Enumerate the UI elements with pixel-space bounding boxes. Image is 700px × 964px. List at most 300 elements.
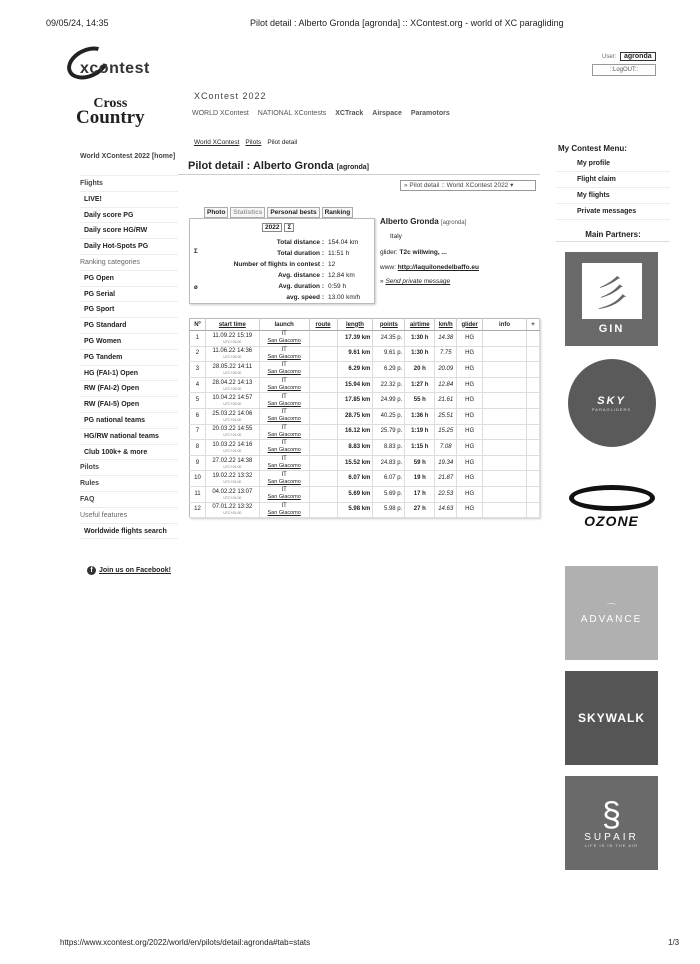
advance-logo-icon: ⌒ bbox=[606, 603, 616, 613]
cell-airtime: 59 h bbox=[405, 455, 435, 471]
cell-plus[interactable] bbox=[526, 377, 539, 393]
sidebar-daily-pg[interactable]: Daily score PG bbox=[80, 208, 178, 224]
cell-launch bbox=[259, 424, 309, 440]
partner-supair-name: SUPAIR bbox=[584, 832, 639, 843]
cell-number: 12 bbox=[190, 502, 206, 518]
pilot-name bbox=[380, 217, 466, 226]
cell-glider: HG bbox=[457, 408, 483, 424]
cell-date: 04.02.22 bbox=[212, 488, 236, 495]
cell-date: 25.03.22 bbox=[212, 410, 236, 417]
cell-launch bbox=[259, 346, 309, 362]
cell-date: 07.01.22 bbox=[212, 504, 236, 511]
cell-length: 5.69 km bbox=[337, 486, 373, 502]
cell-glider: HG bbox=[457, 362, 483, 378]
partner-gin[interactable] bbox=[565, 252, 658, 346]
send-message-link[interactable]: Send private message bbox=[385, 278, 451, 285]
cell-points: 5.69 p. bbox=[373, 486, 405, 502]
cell-route bbox=[309, 362, 337, 378]
stat-total-duration bbox=[190, 250, 376, 259]
cell-launch bbox=[259, 486, 309, 502]
cell-plus[interactable] bbox=[526, 486, 539, 502]
cell-launch bbox=[259, 362, 309, 378]
cell-route bbox=[309, 331, 337, 347]
cell-airtime: 1:19 h bbox=[405, 424, 435, 440]
cell-time: 14:57 bbox=[237, 395, 253, 402]
stat-value: 0:59 h bbox=[328, 283, 347, 290]
user-name[interactable]: agronda bbox=[620, 52, 656, 61]
cell-info bbox=[483, 440, 527, 456]
top-nav bbox=[192, 110, 450, 117]
table-row[interactable] bbox=[190, 424, 540, 440]
cell-airtime: 1:30 h bbox=[405, 346, 435, 362]
cell-number: 5 bbox=[190, 393, 206, 409]
cell-launch bbox=[259, 408, 309, 424]
col-plus[interactable]: + bbox=[526, 319, 539, 331]
sigma-mark: Σ bbox=[194, 249, 198, 255]
col-points[interactable]: points bbox=[373, 319, 405, 331]
cell-plus[interactable] bbox=[526, 440, 539, 456]
cc-logo-line1: Cross bbox=[93, 96, 128, 111]
cell-launch bbox=[259, 377, 309, 393]
pilot-country: Italy bbox=[390, 233, 402, 240]
cell-glider: HG bbox=[457, 393, 483, 409]
cell-site-link[interactable]: San Giacomo bbox=[267, 385, 301, 392]
cell-length: 9.61 km bbox=[337, 346, 373, 362]
cell-info bbox=[483, 486, 527, 502]
sidebar-cat-pg-tandem[interactable]: PG Tandem bbox=[80, 350, 178, 366]
cross-country-logo[interactable] bbox=[76, 98, 145, 126]
cell-time: 14:55 bbox=[237, 426, 253, 433]
sidebar-cat-pg-sport[interactable]: PG Sport bbox=[80, 302, 178, 318]
cell-route bbox=[309, 486, 337, 502]
stat-value: 12 bbox=[328, 261, 336, 268]
cell-time: 14:16 bbox=[237, 441, 253, 448]
cell-tz: UTC+02:00 bbox=[223, 355, 242, 360]
sidebar-faq[interactable]: FAQ bbox=[80, 492, 178, 508]
cell-country: IT bbox=[281, 393, 287, 400]
tab-personal-bests[interactable]: Personal bests bbox=[267, 207, 319, 218]
tab-statistics[interactable]: Statistics bbox=[230, 207, 265, 218]
col-glider[interactable]: glider bbox=[457, 319, 483, 331]
cell-plus[interactable] bbox=[526, 393, 539, 409]
cell-country: IT bbox=[281, 424, 287, 431]
table-row[interactable] bbox=[190, 346, 540, 362]
cell-glider: HG bbox=[457, 424, 483, 440]
sidebar-cat-hg-national[interactable]: HG/RW national teams bbox=[80, 429, 178, 445]
cell-info bbox=[483, 424, 527, 440]
cell-tz: UTC+02:00 bbox=[223, 402, 242, 407]
cell-airtime: 1:15 h bbox=[405, 440, 435, 456]
stat-label: Avg. distance : bbox=[278, 272, 324, 279]
cell-info bbox=[483, 377, 527, 393]
cell-route bbox=[309, 346, 337, 362]
cell-length: 5.98 km bbox=[337, 502, 373, 518]
year-2022[interactable]: 2022 bbox=[262, 223, 282, 232]
cell-tz: UTC+01:00 bbox=[223, 511, 242, 516]
cell-site-link[interactable]: San Giacomo bbox=[267, 478, 301, 485]
table-row[interactable] bbox=[190, 440, 540, 456]
cell-date: 28.05.22 bbox=[212, 363, 236, 370]
cell-time: 14:13 bbox=[237, 379, 253, 386]
col-number: Nº bbox=[190, 319, 206, 331]
menu-flight-claim[interactable]: Flight claim bbox=[556, 172, 670, 188]
cell-site-link[interactable]: San Giacomo bbox=[267, 369, 301, 376]
cell-length: 15.94 km bbox=[337, 377, 373, 393]
cell-points: 25.79 p. bbox=[373, 424, 405, 440]
cell-glider: HG bbox=[457, 377, 483, 393]
glider-label: glider: bbox=[380, 249, 398, 256]
partner-skywalk[interactable] bbox=[565, 671, 658, 765]
sidebar-ranking: Ranking categories bbox=[80, 255, 178, 271]
cell-number: 2 bbox=[190, 346, 206, 362]
partner-ozone-name: OZONE bbox=[584, 513, 639, 529]
cell-country: IT bbox=[281, 440, 287, 447]
cell-country: IT bbox=[281, 331, 287, 338]
print-title: Pilot detail : Alberto Gronda [agronda] :: XContest.org - world of XC paragliding bbox=[250, 18, 564, 28]
cell-start-time bbox=[205, 362, 259, 378]
supair-logo-icon: § bbox=[602, 796, 621, 834]
cell-kmh: 25.51 bbox=[435, 408, 457, 424]
sidebar-cat-rw2-open[interactable]: RW (FAI-2) Open bbox=[80, 381, 178, 397]
cell-time: 14:06 bbox=[237, 410, 253, 417]
cell-time: 13:32 bbox=[237, 473, 253, 480]
cell-tz: UTC+01:00 bbox=[223, 417, 242, 422]
cell-points: 6.29 p. bbox=[373, 362, 405, 378]
cell-start-time bbox=[205, 393, 259, 409]
cell-number: 8 bbox=[190, 440, 206, 456]
facebook-icon: f bbox=[87, 566, 96, 575]
stat-label: Total duration : bbox=[277, 250, 324, 257]
cell-glider: HG bbox=[457, 486, 483, 502]
partner-advance[interactable] bbox=[565, 566, 658, 660]
cell-country: IT bbox=[281, 471, 287, 478]
cell-number: 6 bbox=[190, 408, 206, 424]
col-start-time[interactable]: start time bbox=[205, 319, 259, 331]
pilot-www bbox=[380, 264, 479, 271]
cell-length: 15.52 km bbox=[337, 455, 373, 471]
cell-plus[interactable] bbox=[526, 455, 539, 471]
nav-paramotors[interactable]: Paramotors bbox=[410, 110, 450, 117]
tab-ranking[interactable]: Ranking bbox=[322, 207, 354, 218]
table-row[interactable] bbox=[190, 331, 540, 347]
cell-airtime: 1:36 h bbox=[405, 408, 435, 424]
logout-button[interactable]: ::LogOUT:: bbox=[592, 64, 656, 76]
stat-total-distance bbox=[190, 239, 376, 248]
cell-plus[interactable] bbox=[526, 408, 539, 424]
cell-tz: UTC+01:00 bbox=[223, 433, 242, 438]
cell-kmh: 7.08 bbox=[435, 440, 457, 456]
cell-info bbox=[483, 362, 527, 378]
cell-time: 13:32 bbox=[237, 504, 253, 511]
statistics-box bbox=[189, 218, 375, 304]
sidebar-pilots[interactable]: Pilots bbox=[80, 460, 178, 476]
cell-length: 6.29 km bbox=[337, 362, 373, 378]
cell-plus[interactable] bbox=[526, 331, 539, 347]
col-kmh[interactable]: km/h bbox=[435, 319, 457, 331]
cell-kmh: 14.38 bbox=[435, 331, 457, 347]
cell-tz: UTC+02:00 bbox=[223, 339, 242, 344]
cell-kmh: 21.61 bbox=[435, 393, 457, 409]
pilot-name-text: Alberto Gronda bbox=[380, 217, 439, 226]
cell-glider: HG bbox=[457, 346, 483, 362]
breadcrumb-world[interactable]: World XContest bbox=[194, 139, 240, 146]
cell-tz: UTC+01:00 bbox=[223, 495, 242, 500]
cell-kmh: 15.25 bbox=[435, 424, 457, 440]
cell-length: 17.39 km bbox=[337, 331, 373, 347]
sidebar-hotspots[interactable]: Daily Hot-Spots PG bbox=[80, 239, 178, 255]
sidebar-cat-pg-open[interactable]: PG Open bbox=[80, 271, 178, 287]
cell-time: 13:07 bbox=[237, 488, 253, 495]
cell-airtime: 55 h bbox=[405, 393, 435, 409]
breadcrumb-current: Pilot detail bbox=[267, 139, 298, 146]
cell-site-link[interactable]: San Giacomo bbox=[267, 494, 301, 501]
cell-airtime: 27 h bbox=[405, 502, 435, 518]
table-row[interactable] bbox=[190, 377, 540, 393]
print-url: https://www.xcontest.org/2022/world/en/pilots/detail:agronda#tab=stats bbox=[60, 938, 311, 947]
menu-my-profile[interactable]: My profile bbox=[556, 156, 670, 172]
cell-country: IT bbox=[281, 456, 287, 463]
menu-my-flights[interactable]: My flights bbox=[556, 188, 670, 204]
cell-points: 40.25 p. bbox=[373, 408, 405, 424]
cell-time: 14:11 bbox=[237, 363, 253, 370]
cell-points: 5.98 p. bbox=[373, 502, 405, 518]
cell-plus[interactable] bbox=[526, 346, 539, 362]
cell-points: 24.99 p. bbox=[373, 393, 405, 409]
partner-ozone[interactable] bbox=[565, 460, 658, 554]
flights-table bbox=[189, 318, 540, 518]
cell-launch bbox=[259, 502, 309, 518]
cell-points: 8.83 p. bbox=[373, 440, 405, 456]
stat-value: 12.84 km bbox=[328, 272, 355, 279]
private-message-row bbox=[380, 278, 450, 285]
table-header-row bbox=[190, 319, 540, 331]
cell-time: 14:38 bbox=[237, 457, 253, 464]
menu-private-messages[interactable]: Private messages bbox=[556, 204, 670, 220]
cell-site-link[interactable]: San Giacomo bbox=[267, 447, 301, 454]
cell-points: 24.35 p. bbox=[373, 331, 405, 347]
table-row[interactable] bbox=[190, 486, 540, 502]
cell-glider: HG bbox=[457, 331, 483, 347]
cell-launch bbox=[259, 455, 309, 471]
sidebar-cat-rw5-open[interactable]: RW (FAI-5) Open bbox=[80, 397, 178, 413]
cell-site-link[interactable]: San Giacomo bbox=[267, 431, 301, 438]
cell-site-link[interactable]: San Giacomo bbox=[267, 338, 301, 345]
cell-plus[interactable] bbox=[526, 424, 539, 440]
cell-length: 8.83 km bbox=[337, 440, 373, 456]
sidebar-cat-pg-national[interactable]: PG national teams bbox=[80, 413, 178, 429]
cell-glider: HG bbox=[457, 455, 483, 471]
cell-info bbox=[483, 502, 527, 518]
cell-time: 15:19 bbox=[237, 332, 253, 339]
cell-plus[interactable] bbox=[526, 362, 539, 378]
cell-route bbox=[309, 455, 337, 471]
nav-world[interactable]: WORLD XContest bbox=[192, 110, 249, 117]
cell-country: IT bbox=[281, 346, 287, 353]
year-selector bbox=[262, 223, 294, 232]
cell-airtime: 17 h bbox=[405, 486, 435, 502]
cell-points: 22.32 p. bbox=[373, 377, 405, 393]
cell-airtime: 20 h bbox=[405, 362, 435, 378]
cell-kmh: 20.09 bbox=[435, 362, 457, 378]
cell-date: 28.04.22 bbox=[212, 379, 236, 386]
cell-route bbox=[309, 408, 337, 424]
sidebar-cat-hg-open[interactable]: HG (FAI-1) Open bbox=[80, 366, 178, 382]
www-label: www: bbox=[380, 264, 396, 271]
sidebar-flights[interactable]: Flights bbox=[80, 176, 178, 192]
stat-avg-distance bbox=[190, 272, 376, 281]
cell-route bbox=[309, 502, 337, 518]
sidebar-cat-pg-serial[interactable]: PG Serial bbox=[80, 287, 178, 303]
cell-time: 14:36 bbox=[237, 348, 253, 355]
cell-plus[interactable] bbox=[526, 471, 539, 487]
stat-value: 13.00 km/h bbox=[328, 294, 361, 301]
cell-site-link[interactable]: San Giacomo bbox=[267, 463, 301, 470]
cell-date: 19.02.22 bbox=[212, 473, 236, 480]
cell-tz: UTC+02:00 bbox=[223, 386, 242, 391]
stat-tabs bbox=[204, 207, 353, 218]
partner-sky-sub: PARAGLIDERS bbox=[591, 406, 632, 412]
table-row[interactable] bbox=[190, 362, 540, 378]
cell-glider: HG bbox=[457, 440, 483, 456]
table-row[interactable] bbox=[190, 455, 540, 471]
gin-logo-icon: 彡 bbox=[582, 263, 642, 319]
cell-start-time bbox=[205, 377, 259, 393]
contest-select[interactable]: » Pilot detail :: World XContest 2022 ▾ bbox=[400, 180, 536, 191]
ozone-logo-icon bbox=[569, 485, 655, 511]
cell-number: 1 bbox=[190, 331, 206, 347]
cell-tz: UTC+01:00 bbox=[223, 448, 242, 453]
cell-number: 9 bbox=[190, 455, 206, 471]
tab-photo[interactable]: Photo bbox=[204, 207, 228, 218]
cell-kmh: 22.53 bbox=[435, 486, 457, 502]
stat-label: Total distance : bbox=[276, 239, 324, 246]
table-row[interactable] bbox=[190, 471, 540, 487]
nav-xctrack[interactable]: XCTrack bbox=[335, 110, 364, 117]
cc-logo-line2: Country bbox=[76, 106, 145, 128]
stat-label: Avg. duration : bbox=[278, 283, 324, 290]
stat-label: Number of flights in contest : bbox=[233, 261, 324, 268]
cell-site-link[interactable]: San Giacomo bbox=[267, 353, 301, 360]
cell-info bbox=[483, 346, 527, 362]
col-info: info bbox=[483, 319, 527, 331]
breadcrumb bbox=[194, 139, 297, 146]
cell-points: 6.07 p. bbox=[373, 471, 405, 487]
table-row[interactable] bbox=[190, 502, 540, 518]
sidebar-cat-pg-women[interactable]: PG Women bbox=[80, 334, 178, 350]
avg-mark: ø bbox=[194, 285, 198, 291]
cell-route bbox=[309, 377, 337, 393]
cell-airtime: 19 h bbox=[405, 471, 435, 487]
cell-start-time bbox=[205, 440, 259, 456]
cell-route bbox=[309, 424, 337, 440]
cell-country: IT bbox=[281, 409, 287, 416]
col-route[interactable]: route bbox=[309, 319, 337, 331]
sidebar-cat-pg-standard[interactable]: PG Standard bbox=[80, 318, 178, 334]
cell-points: 9.61 p. bbox=[373, 346, 405, 362]
partner-sky[interactable] bbox=[565, 356, 658, 450]
cell-kmh: 7.75 bbox=[435, 346, 457, 362]
page-title-text: Pilot detail : Alberto Gronda bbox=[188, 160, 334, 172]
partner-gin-name: GIN bbox=[598, 323, 625, 335]
cell-start-time bbox=[205, 471, 259, 487]
cell-airtime: 1:27 h bbox=[405, 377, 435, 393]
cell-plus[interactable] bbox=[526, 502, 539, 518]
stat-value: 154.04 km bbox=[328, 239, 359, 246]
cell-number: 3 bbox=[190, 362, 206, 378]
cell-tz: UTC+01:00 bbox=[223, 464, 242, 469]
sidebar-cat-club[interactable]: Club 100k+ & more bbox=[80, 445, 178, 461]
cell-route bbox=[309, 393, 337, 409]
print-page: 1/3 bbox=[668, 938, 680, 947]
cell-route bbox=[309, 440, 337, 456]
facebook-label: Join us on Facebook! bbox=[99, 567, 171, 574]
facebook-link[interactable] bbox=[87, 566, 171, 575]
cell-number: 7 bbox=[190, 424, 206, 440]
sidebar-worldwide-search[interactable]: Worldwide flights search bbox=[80, 524, 178, 540]
stat-flight-count bbox=[190, 261, 376, 270]
sidebar-rules[interactable]: Rules bbox=[80, 476, 178, 492]
cell-date: 10.04.22 bbox=[212, 395, 236, 402]
glider-value: T2c willwing, ... bbox=[399, 249, 447, 256]
www-link[interactable]: http://laquilonedelbaffo.eu bbox=[397, 264, 479, 271]
table-row[interactable] bbox=[190, 408, 540, 424]
partner-supair[interactable] bbox=[565, 776, 658, 870]
cell-site-link[interactable]: San Giacomo bbox=[267, 509, 301, 516]
col-length[interactable]: length bbox=[337, 319, 373, 331]
cell-kmh: 21.87 bbox=[435, 471, 457, 487]
page-title-handle: [agronda] bbox=[336, 164, 369, 171]
partner-sky-name: SKY bbox=[597, 394, 626, 407]
stat-avg-duration bbox=[190, 283, 376, 292]
breadcrumb-pilots[interactable]: Pilots bbox=[245, 139, 262, 146]
cell-start-time bbox=[205, 408, 259, 424]
sidebar-home[interactable]: World XContest 2022 [home] bbox=[80, 152, 178, 176]
user-label: User: bbox=[602, 54, 617, 60]
cell-date: 10.03.22 bbox=[212, 441, 236, 448]
cell-kmh: 12.84 bbox=[435, 377, 457, 393]
cell-site-link[interactable]: San Giacomo bbox=[267, 416, 301, 423]
year-sigma[interactable]: Σ bbox=[284, 223, 294, 232]
col-airtime[interactable]: airtime bbox=[405, 319, 435, 331]
xcontest-logo[interactable] bbox=[66, 48, 166, 88]
cell-tz: UTC+01:00 bbox=[223, 480, 242, 485]
pilot-glider bbox=[380, 249, 447, 256]
my-contest-menu bbox=[556, 156, 670, 220]
partners-title: Main Partners: bbox=[556, 230, 670, 242]
cell-date: 11.09.22 bbox=[212, 332, 236, 339]
title-divider bbox=[178, 174, 540, 175]
cell-start-time bbox=[205, 486, 259, 502]
cell-length: 16.12 km bbox=[337, 424, 373, 440]
cell-launch bbox=[259, 440, 309, 456]
cell-start-time bbox=[205, 502, 259, 518]
sidebar-live[interactable]: LIVE! bbox=[80, 192, 178, 208]
cell-points: 24.83 p. bbox=[373, 455, 405, 471]
nav-national[interactable]: NATIONAL XContests bbox=[257, 110, 327, 117]
cell-start-time bbox=[205, 455, 259, 471]
cell-info bbox=[483, 331, 527, 347]
msg-prefix: » bbox=[380, 278, 384, 285]
cell-site-link[interactable]: San Giacomo bbox=[267, 400, 301, 407]
nav-airspace[interactable]: Airspace bbox=[372, 110, 402, 117]
sidebar-useful: Useful features bbox=[80, 508, 178, 524]
cell-kmh: 14.63 bbox=[435, 502, 457, 518]
cell-start-time bbox=[205, 331, 259, 347]
sidebar-daily-hg[interactable]: Daily score HG/RW bbox=[80, 223, 178, 239]
cell-start-time bbox=[205, 346, 259, 362]
table-row[interactable] bbox=[190, 393, 540, 409]
cell-number: 11 bbox=[190, 486, 206, 502]
